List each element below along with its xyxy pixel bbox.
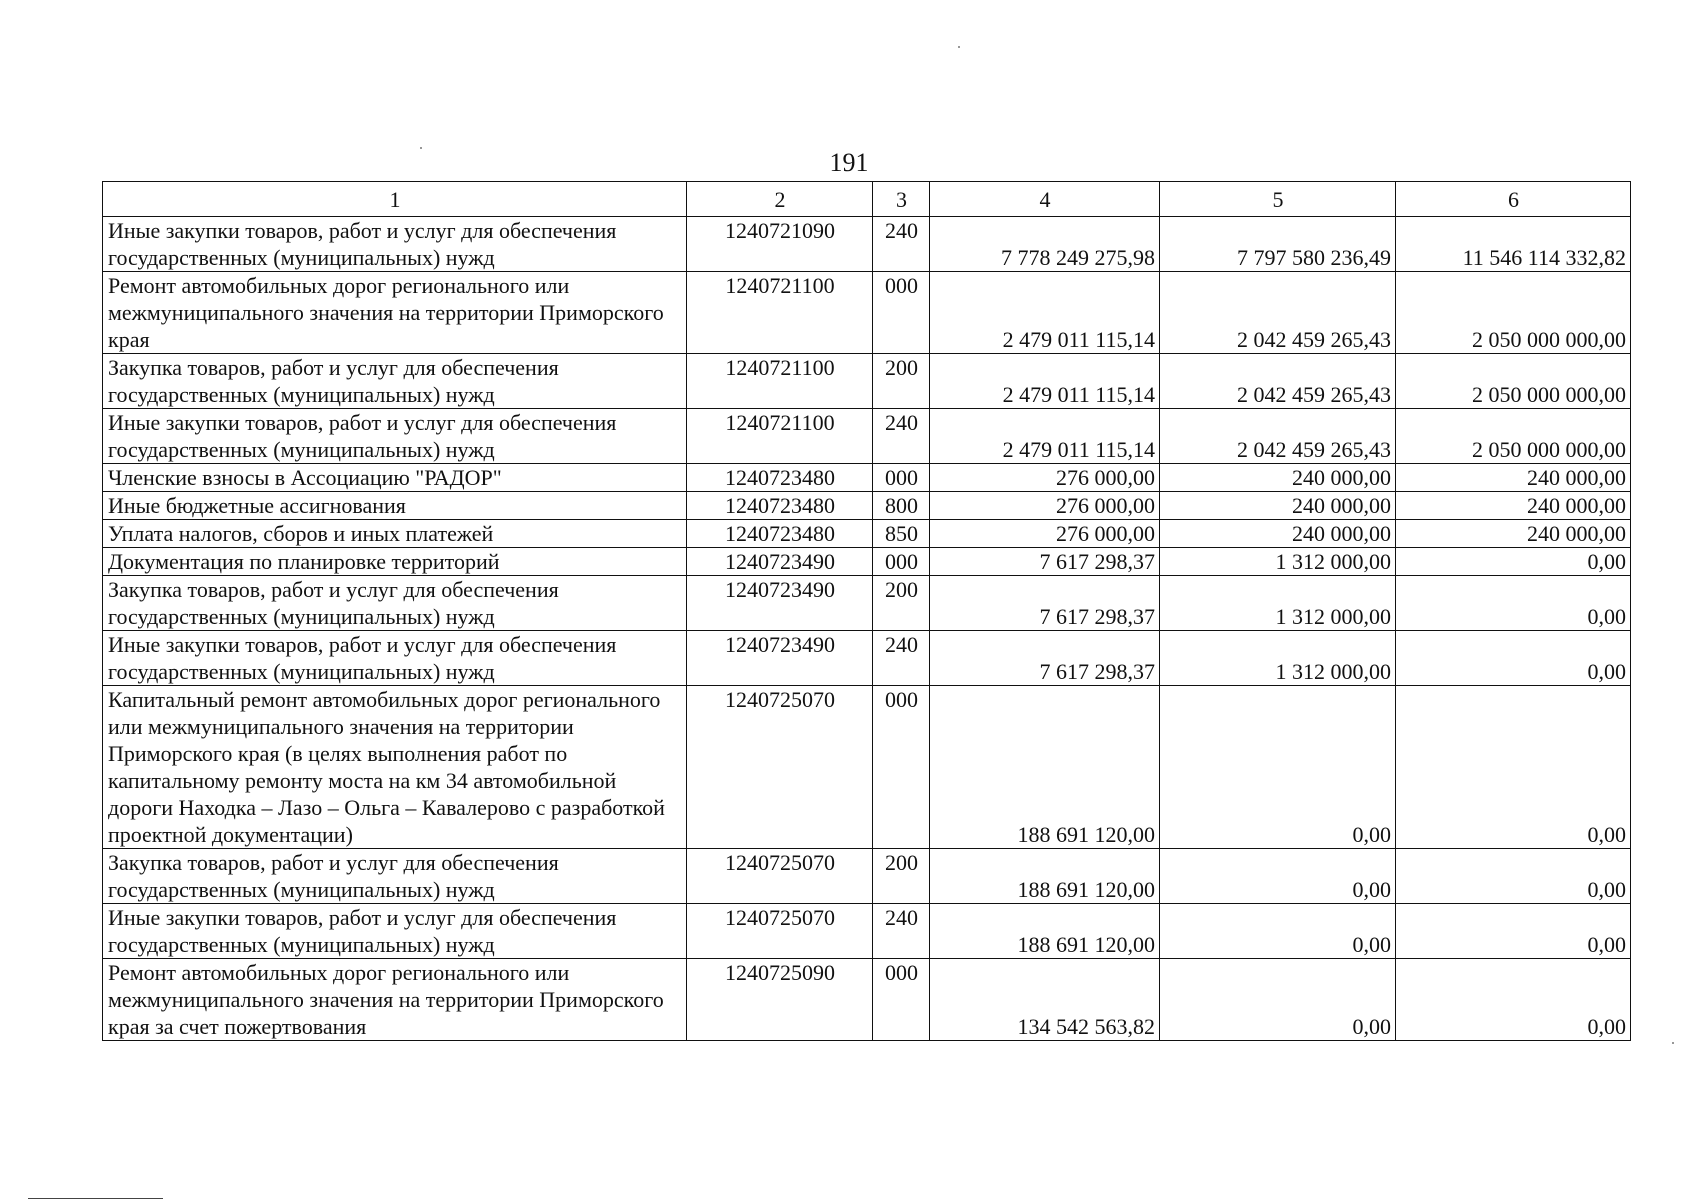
amount-col-6: 0,00 bbox=[1396, 576, 1631, 631]
target-code: 1240723490 bbox=[687, 576, 873, 631]
amount-col-5: 1 312 000,00 bbox=[1160, 548, 1396, 576]
budget-table bbox=[102, 181, 1631, 1041]
amount-col-4: 2 479 011 115,14 bbox=[930, 272, 1160, 354]
expense-name: Иные закупки товаров, работ и услуг для обеспечения государственных (муниципальных) нужд bbox=[103, 409, 687, 464]
expense-type: 800 bbox=[873, 492, 930, 520]
expense-type: 000 bbox=[873, 464, 930, 492]
table-row bbox=[103, 959, 1631, 1041]
amount-col-5: 0,00 bbox=[1160, 904, 1396, 959]
amount-col-6: 2 050 000 000,00 bbox=[1396, 354, 1631, 409]
scan-speck bbox=[420, 147, 422, 149]
expense-name: Уплата налогов, сборов и иных платежей bbox=[103, 520, 687, 548]
target-code: 1240721090 bbox=[687, 217, 873, 272]
expense-type: 200 bbox=[873, 576, 930, 631]
header-cell: 4 bbox=[930, 182, 1160, 217]
target-code: 1240723480 bbox=[687, 464, 873, 492]
target-code: 1240723480 bbox=[687, 492, 873, 520]
expense-type: 000 bbox=[873, 548, 930, 576]
amount-col-6: 0,00 bbox=[1396, 631, 1631, 686]
amount-col-5: 1 312 000,00 bbox=[1160, 631, 1396, 686]
expense-name: Документация по планировке территорий bbox=[103, 548, 687, 576]
expense-type: 240 bbox=[873, 631, 930, 686]
table-row bbox=[103, 492, 1631, 520]
table-row bbox=[103, 354, 1631, 409]
amount-col-5: 7 797 580 236,49 bbox=[1160, 217, 1396, 272]
table-row bbox=[103, 631, 1631, 686]
target-code: 1240725070 bbox=[687, 686, 873, 849]
expense-type: 850 bbox=[873, 520, 930, 548]
scan-speck bbox=[958, 46, 960, 48]
amount-col-5: 2 042 459 265,43 bbox=[1160, 272, 1396, 354]
expense-name: Членские взносы в Ассоциацию "РАДОР" bbox=[103, 464, 687, 492]
table-row bbox=[103, 217, 1631, 272]
amount-col-4: 188 691 120,00 bbox=[930, 904, 1160, 959]
amount-col-6: 0,00 bbox=[1396, 904, 1631, 959]
amount-col-5: 1 312 000,00 bbox=[1160, 576, 1396, 631]
expense-type: 240 bbox=[873, 904, 930, 959]
amount-col-5: 2 042 459 265,43 bbox=[1160, 354, 1396, 409]
header-cell: 6 bbox=[1396, 182, 1631, 217]
amount-col-4: 2 479 011 115,14 bbox=[930, 354, 1160, 409]
table-row bbox=[103, 576, 1631, 631]
amount-col-4: 276 000,00 bbox=[930, 492, 1160, 520]
target-code: 1240725070 bbox=[687, 849, 873, 904]
expense-name: Иные закупки товаров, работ и услуг для обеспечения государственных (муниципальных) нужд bbox=[103, 904, 687, 959]
amount-col-6: 2 050 000 000,00 bbox=[1396, 409, 1631, 464]
amount-col-5: 240 000,00 bbox=[1160, 464, 1396, 492]
page-number: 191 bbox=[829, 148, 869, 177]
footnote-rule bbox=[28, 1198, 163, 1199]
expense-name: Капитальный ремонт автомобильных дорог регионального или межмуниципального значения на территории Приморского края (в целях выполнения работ по капитальному ремонту моста на км 34 автомобильной дороги Находка – Лазо – Ольга – Кавалерово с разработкой проектной документации) bbox=[103, 686, 687, 849]
amount-col-4: 134 542 563,82 bbox=[930, 959, 1160, 1041]
table-row bbox=[103, 272, 1631, 354]
amount-col-4: 7 617 298,37 bbox=[930, 631, 1160, 686]
expense-type: 000 bbox=[873, 686, 930, 849]
header-cell: 3 bbox=[873, 182, 930, 217]
amount-col-5: 0,00 bbox=[1160, 686, 1396, 849]
amount-col-5: 2 042 459 265,43 bbox=[1160, 409, 1396, 464]
expense-name: Закупка товаров, работ и услуг для обеспечения государственных (муниципальных) нужд bbox=[103, 354, 687, 409]
target-code: 1240721100 bbox=[687, 354, 873, 409]
amount-col-6: 0,00 bbox=[1396, 548, 1631, 576]
expense-name: Иные бюджетные ассигнования bbox=[103, 492, 687, 520]
table-row bbox=[103, 904, 1631, 959]
table-row bbox=[103, 520, 1631, 548]
amount-col-4: 2 479 011 115,14 bbox=[930, 409, 1160, 464]
amount-col-4: 276 000,00 bbox=[930, 464, 1160, 492]
target-code: 1240723480 bbox=[687, 520, 873, 548]
header-cell: 5 bbox=[1160, 182, 1396, 217]
amount-col-6: 240 000,00 bbox=[1396, 520, 1631, 548]
amount-col-5: 240 000,00 bbox=[1160, 520, 1396, 548]
amount-col-6: 240 000,00 bbox=[1396, 492, 1631, 520]
target-code: 1240723490 bbox=[687, 631, 873, 686]
expense-type: 240 bbox=[873, 217, 930, 272]
amount-col-6: 0,00 bbox=[1396, 849, 1631, 904]
table-header-row bbox=[103, 182, 1631, 217]
amount-col-6: 2 050 000 000,00 bbox=[1396, 272, 1631, 354]
table-row bbox=[103, 409, 1631, 464]
target-code: 1240721100 bbox=[687, 409, 873, 464]
expense-type: 200 bbox=[873, 849, 930, 904]
expense-name: Иные закупки товаров, работ и услуг для обеспечения государственных (муниципальных) нужд bbox=[103, 631, 687, 686]
expense-name: Ремонт автомобильных дорог регионального или межмуниципального значения на территории Приморского края bbox=[103, 272, 687, 354]
expense-name: Закупка товаров, работ и услуг для обеспечения государственных (муниципальных) нужд bbox=[103, 576, 687, 631]
amount-col-6: 0,00 bbox=[1396, 959, 1631, 1041]
amount-col-5: 0,00 bbox=[1160, 959, 1396, 1041]
amount-col-5: 0,00 bbox=[1160, 849, 1396, 904]
expense-type: 240 bbox=[873, 409, 930, 464]
amount-col-4: 7 778 249 275,98 bbox=[930, 217, 1160, 272]
table-row bbox=[103, 464, 1631, 492]
target-code: 1240721100 bbox=[687, 272, 873, 354]
expense-type: 200 bbox=[873, 354, 930, 409]
amount-col-4: 7 617 298,37 bbox=[930, 548, 1160, 576]
amount-col-4: 188 691 120,00 bbox=[930, 849, 1160, 904]
target-code: 1240725070 bbox=[687, 904, 873, 959]
header-cell: 2 bbox=[687, 182, 873, 217]
amount-col-4: 7 617 298,37 bbox=[930, 576, 1160, 631]
amount-col-6: 11 546 114 332,82 bbox=[1396, 217, 1631, 272]
expense-name: Ремонт автомобильных дорог регионального или межмуниципального значения на территории Приморского края за счет пожертвования bbox=[103, 959, 687, 1041]
expense-name: Иные закупки товаров, работ и услуг для обеспечения государственных (муниципальных) нужд bbox=[103, 217, 687, 272]
scan-speck bbox=[1672, 1042, 1674, 1044]
table-row bbox=[103, 548, 1631, 576]
amount-col-6: 0,00 bbox=[1396, 686, 1631, 849]
target-code: 1240725090 bbox=[687, 959, 873, 1041]
expense-type: 000 bbox=[873, 959, 930, 1041]
header-cell: 1 bbox=[103, 182, 687, 217]
amount-col-4: 276 000,00 bbox=[930, 520, 1160, 548]
table-row bbox=[103, 686, 1631, 849]
expense-name: Закупка товаров, работ и услуг для обеспечения государственных (муниципальных) нужд bbox=[103, 849, 687, 904]
target-code: 1240723490 bbox=[687, 548, 873, 576]
expense-type: 000 bbox=[873, 272, 930, 354]
amount-col-6: 240 000,00 bbox=[1396, 464, 1631, 492]
amount-col-5: 240 000,00 bbox=[1160, 492, 1396, 520]
table-row bbox=[103, 849, 1631, 904]
amount-col-4: 188 691 120,00 bbox=[930, 686, 1160, 849]
